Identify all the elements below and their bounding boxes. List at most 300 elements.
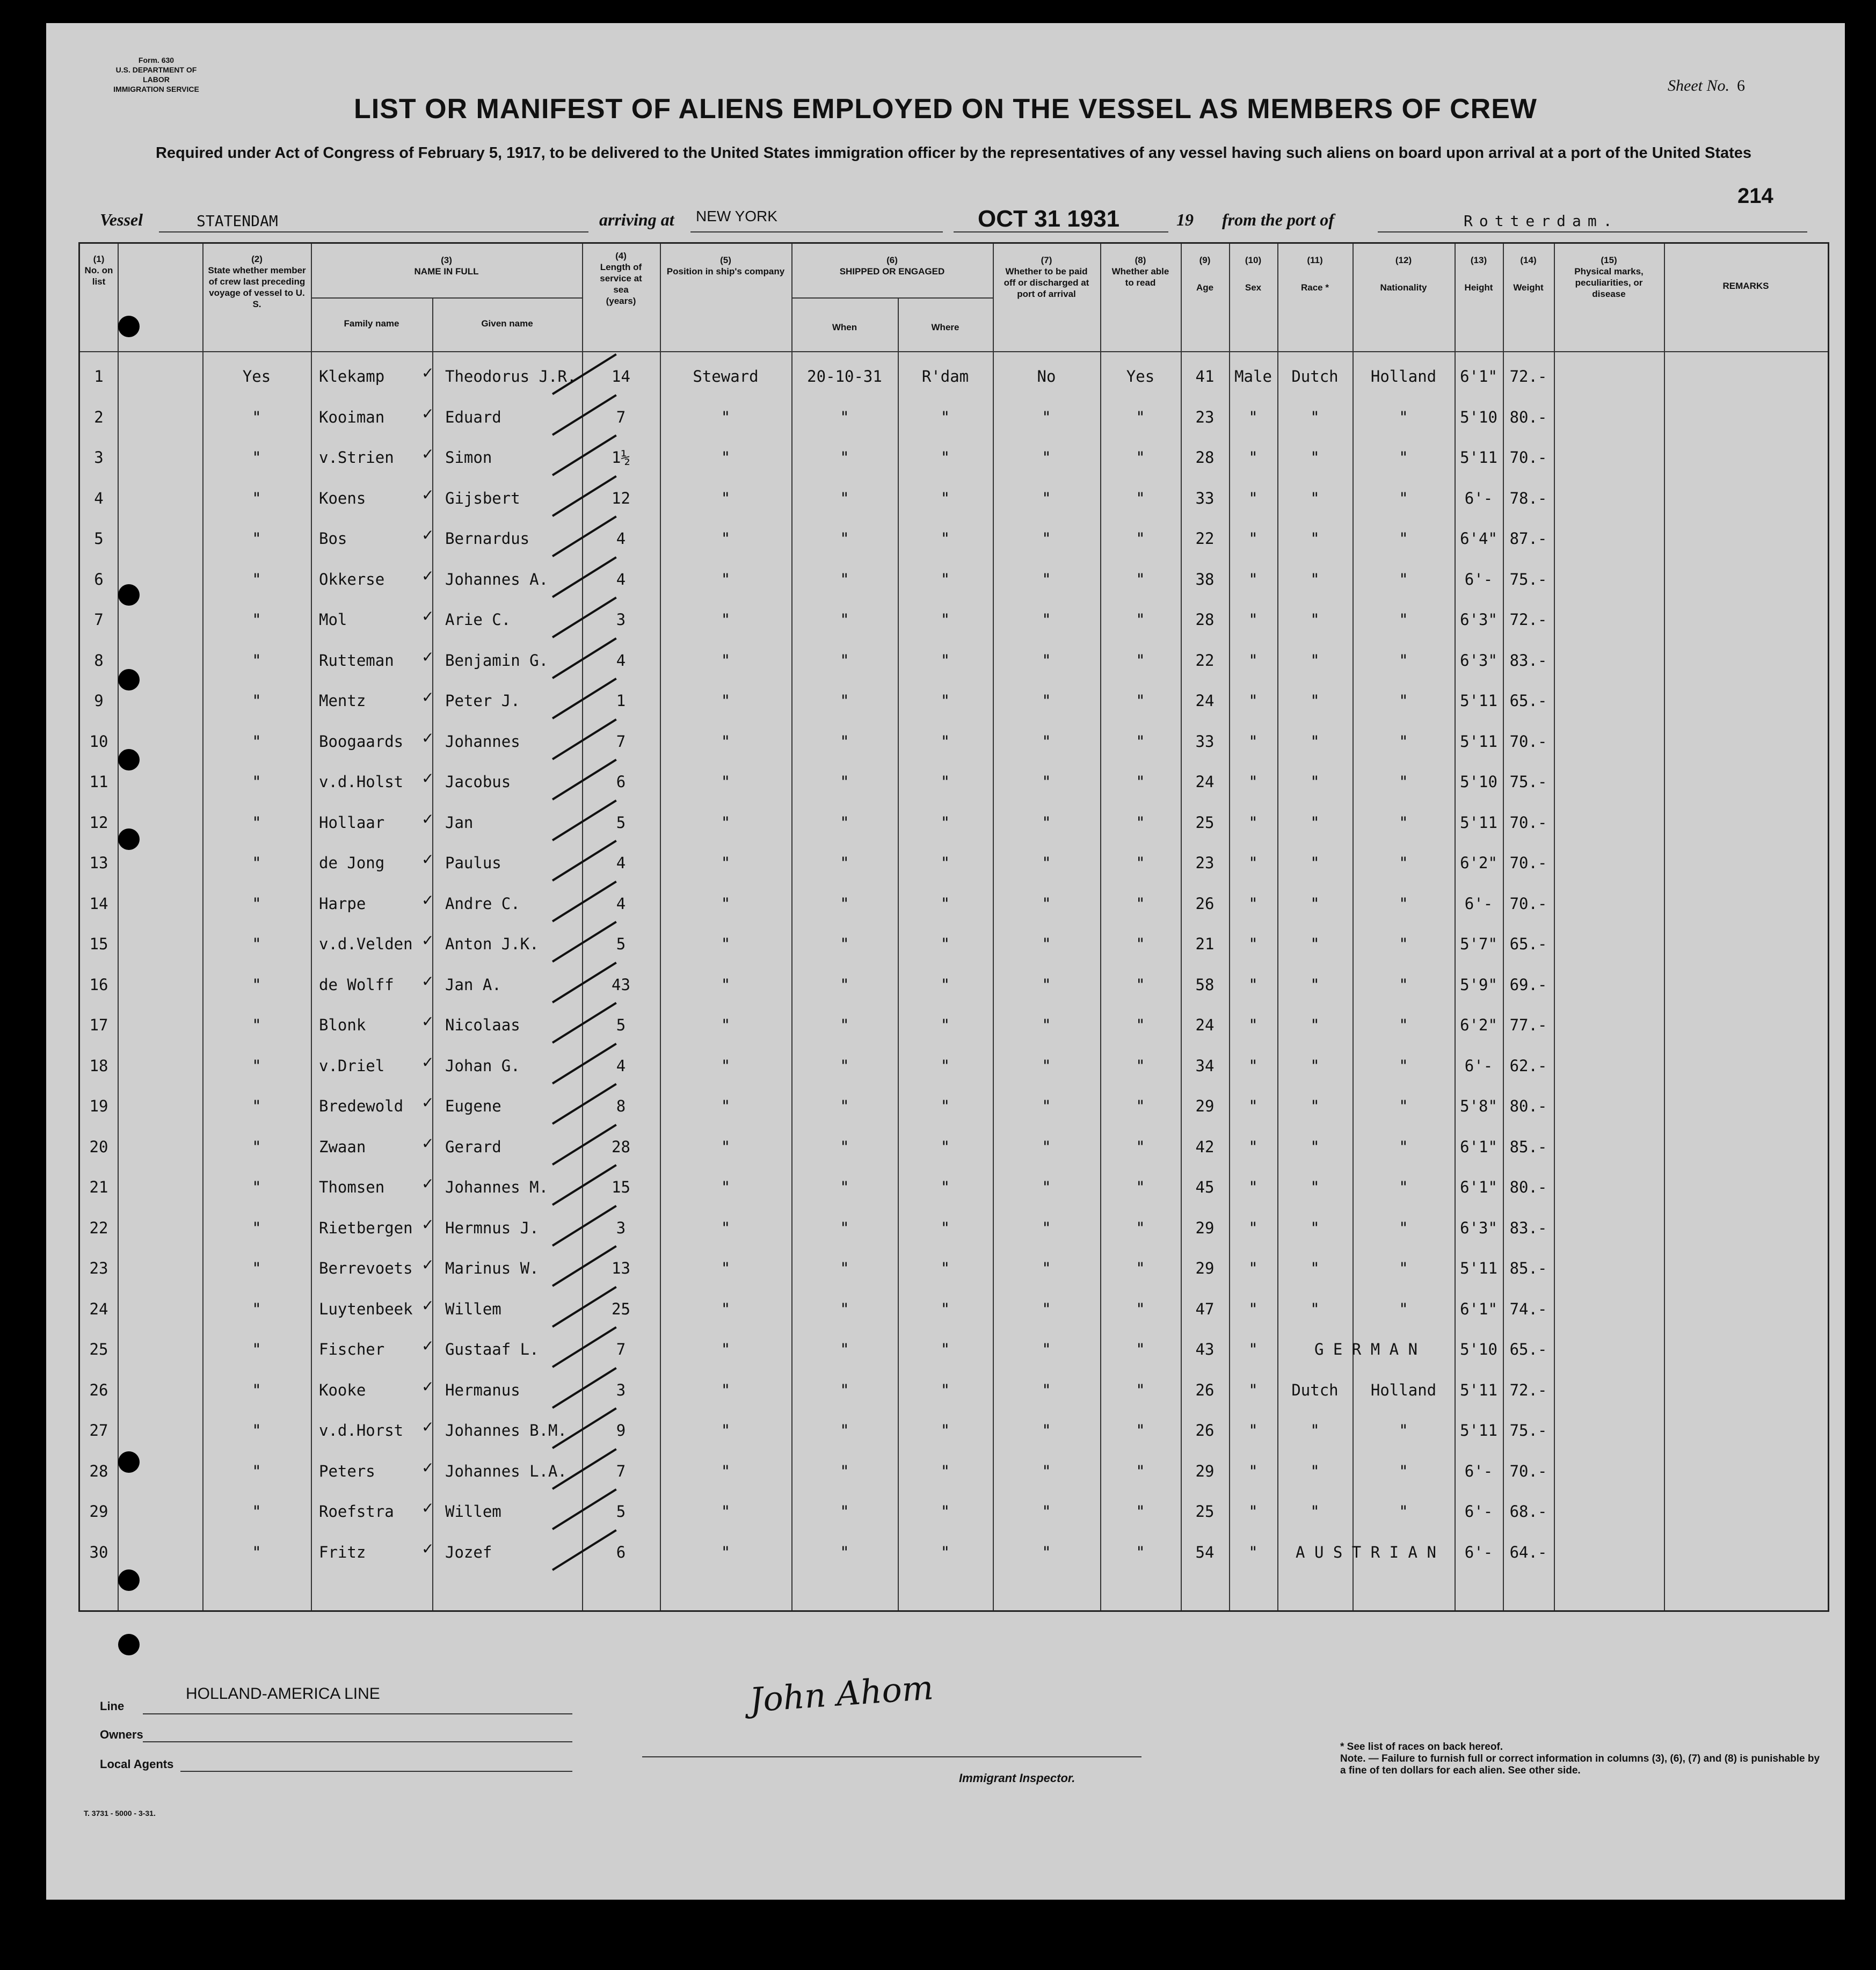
cell-service: 4 [616, 529, 626, 548]
punch-hole [118, 316, 140, 337]
cell-prev: " [252, 732, 261, 751]
cell-where: " [940, 1543, 950, 1561]
cell-sex: " [1248, 1299, 1258, 1318]
cell-weight: 68.- [1509, 1502, 1547, 1521]
cell-service: 3 [616, 1218, 626, 1237]
cell-family: de Jong [319, 854, 385, 872]
cell-prev: " [252, 773, 261, 791]
cell-nat: " [1399, 692, 1408, 710]
cell-height: 6'3" [1460, 610, 1497, 629]
cell-race: " [1310, 935, 1320, 953]
cell-position: " [721, 529, 731, 548]
cell-race: " [1310, 1462, 1320, 1480]
cell-nat: Holland [1370, 1380, 1437, 1399]
cell-height: 5'11 [1460, 1380, 1497, 1399]
cell-no: 29 [89, 1502, 108, 1521]
cell-when: " [840, 1462, 849, 1480]
checkmark-icon: ✓ [421, 1256, 434, 1274]
department-name: U.S. DEPARTMENT OF LABOR [115, 66, 197, 84]
cell-where: " [940, 1462, 950, 1480]
table-row [80, 1248, 1828, 1289]
cell-given: Jan A. [445, 975, 501, 994]
cell-given: Jan [445, 813, 474, 832]
checkmark-icon: ✓ [421, 769, 434, 787]
cell-sex: " [1248, 1502, 1258, 1521]
cell-where: " [940, 894, 950, 913]
cell-family: Zwaan [319, 1137, 366, 1156]
cell-nat: " [1399, 1178, 1408, 1196]
cell-race: " [1310, 1178, 1320, 1196]
cell-sex: " [1248, 732, 1258, 751]
checkmark-icon: ✓ [421, 1458, 434, 1477]
cell-height: 5'9" [1460, 975, 1497, 994]
cell-when: 20-10-31 [807, 367, 882, 386]
cell-prev: " [252, 894, 261, 913]
cell-age: 33 [1195, 489, 1215, 507]
cell-weight: 75.- [1509, 570, 1547, 588]
checkmark-icon: ✓ [421, 1215, 434, 1233]
cell-position: " [721, 408, 731, 426]
cell-weight: 72.- [1509, 1380, 1547, 1399]
cell-sex: " [1248, 1340, 1258, 1358]
table-row [80, 843, 1828, 883]
manifest-sheet [46, 23, 1845, 1900]
cell-no: 12 [89, 813, 108, 832]
cell-paid: " [1042, 570, 1051, 588]
cell-race: G E R M A N [1314, 1340, 1418, 1358]
cell-when: " [840, 408, 849, 426]
cell-position: " [721, 610, 731, 629]
col10-header: (10) Sex [1245, 255, 1262, 293]
cell-where: " [940, 1421, 950, 1440]
cell-given: Gerard [445, 1137, 501, 1156]
cell-nat: " [1399, 1056, 1408, 1075]
col3b-header: Given name [481, 318, 533, 329]
cell-read: " [1136, 651, 1145, 670]
cell-where: " [940, 448, 950, 467]
cell-given: Theodorus J.R. [445, 367, 577, 386]
checkmark-icon: ✓ [421, 1377, 434, 1395]
remarks-header: REMARKS [1722, 281, 1769, 291]
cell-where: " [940, 1340, 950, 1358]
cell-nat: " [1399, 448, 1408, 467]
checkmark-icon: ✓ [421, 404, 434, 423]
cell-weight: 87.- [1509, 529, 1547, 548]
cell-height: 5'10 [1460, 773, 1497, 791]
cell-when: " [840, 935, 849, 953]
cell-where: " [940, 610, 950, 629]
cell-weight: 65.- [1509, 935, 1547, 953]
cell-sex: " [1248, 1218, 1258, 1237]
cell-read: " [1136, 894, 1145, 913]
table-row [80, 357, 1828, 397]
cell-prev: " [252, 935, 261, 953]
cell-no: 5 [94, 529, 104, 548]
cell-when: " [840, 1259, 849, 1277]
cell-age: 58 [1195, 975, 1215, 994]
cell-read: " [1136, 1056, 1145, 1075]
table-row [80, 1329, 1828, 1370]
cell-weight: 78.- [1509, 489, 1547, 507]
cell-given: Andre C. [445, 894, 520, 913]
cell-family: Fritz [319, 1543, 366, 1561]
cell-given: Johan G. [445, 1056, 520, 1075]
cell-no: 7 [94, 610, 104, 629]
cell-given: Jozef [445, 1543, 492, 1561]
cell-age: 54 [1195, 1543, 1215, 1561]
checkmark-icon: ✓ [421, 526, 434, 544]
cell-service: 13 [612, 1259, 630, 1277]
cell-when: " [840, 1340, 849, 1358]
year-prefix: 19 [1176, 210, 1194, 229]
cell-read: " [1136, 1137, 1145, 1156]
cell-height: 6'- [1464, 489, 1493, 507]
col11-header: (11) Race * [1301, 255, 1329, 293]
cell-age: 26 [1195, 894, 1215, 913]
owners-label: Owners [100, 1728, 143, 1741]
cell-when: " [840, 1097, 849, 1115]
cell-sex: Male [1234, 367, 1272, 386]
cell-paid: " [1042, 1056, 1051, 1075]
cell-paid: " [1042, 529, 1051, 548]
cell-family: de Wolff [319, 975, 394, 994]
cell-height: 5'8" [1460, 1097, 1497, 1115]
cell-age: 25 [1195, 1502, 1215, 1521]
cell-prev: Yes [242, 367, 271, 386]
cell-prev: " [252, 1259, 261, 1277]
cell-age: 28 [1195, 448, 1215, 467]
cell-paid: " [1042, 1421, 1051, 1440]
cell-family: Koens [319, 489, 366, 507]
cell-given: Eduard [445, 408, 501, 426]
from-port-label: from the port of [1222, 210, 1334, 229]
cell-nat: " [1399, 1259, 1408, 1277]
cell-race: " [1310, 1218, 1320, 1237]
punch-hole [118, 749, 140, 770]
cell-when: " [840, 1056, 849, 1075]
cell-family: v.d.Velden [319, 935, 413, 953]
cell-given: Johannes B.M. [445, 1421, 567, 1440]
cell-nat: " [1399, 408, 1408, 426]
cell-service: 43 [612, 975, 630, 994]
cell-race: " [1310, 448, 1320, 467]
checkmark-icon: ✓ [421, 648, 434, 666]
cell-age: 43 [1195, 1340, 1215, 1358]
cell-prev: " [252, 1380, 261, 1399]
cell-service: 1 [616, 692, 626, 710]
cell-paid: " [1042, 773, 1051, 791]
cell-paid: " [1042, 1178, 1051, 1196]
cell-age: 47 [1195, 1299, 1215, 1318]
cell-no: 4 [94, 489, 104, 507]
cell-paid: " [1042, 489, 1051, 507]
cell-position: " [721, 1259, 731, 1277]
cell-service: 4 [616, 651, 626, 670]
cell-age: 38 [1195, 570, 1215, 588]
cell-race: " [1310, 732, 1320, 751]
cell-paid: " [1042, 448, 1051, 467]
race-note: * See list of races on back hereof. [1340, 1741, 1503, 1753]
vessel-underline [159, 231, 588, 232]
cell-position: " [721, 1178, 731, 1196]
cell-age: 29 [1195, 1462, 1215, 1480]
cell-where: " [940, 1056, 950, 1075]
cell-sex: " [1248, 1016, 1258, 1034]
cell-prev: " [252, 1543, 261, 1561]
checkmark-icon: ✓ [421, 972, 434, 990]
cell-sex: " [1248, 1259, 1258, 1277]
cell-weight: 70.- [1509, 894, 1547, 913]
cell-prev: " [252, 651, 261, 670]
table-row [80, 1086, 1828, 1126]
cell-family: Mol [319, 610, 347, 629]
cell-read: " [1136, 529, 1145, 548]
cell-nat: " [1399, 570, 1408, 588]
checkmark-icon: ✓ [421, 1499, 434, 1517]
print-code: T. 3731 - 5000 - 3-31. [84, 1809, 156, 1818]
cell-when: " [840, 813, 849, 832]
cell-race: " [1310, 975, 1320, 994]
checkmark-icon: ✓ [421, 1418, 434, 1436]
cell-position: " [721, 570, 731, 588]
cell-where: " [940, 408, 950, 426]
cell-where: " [940, 854, 950, 872]
col9-header: (9) Age [1196, 255, 1214, 293]
cell-race: " [1310, 570, 1320, 588]
table-row [80, 600, 1828, 640]
cell-no: 8 [94, 651, 104, 670]
cell-where: " [940, 935, 950, 953]
table-row [80, 478, 1828, 519]
punch-hole [118, 1569, 140, 1591]
cell-service: 4 [616, 894, 626, 913]
cell-race: " [1310, 489, 1320, 507]
cell-height: 5'11 [1460, 732, 1497, 751]
cell-sex: " [1248, 773, 1258, 791]
cell-prev: " [252, 975, 261, 994]
col14-header: (14) Weight [1513, 255, 1544, 293]
cell-weight: 62.- [1509, 1056, 1547, 1075]
cell-weight: 77.- [1509, 1016, 1547, 1034]
cell-sex: " [1248, 1462, 1258, 1480]
punch-hole [118, 1451, 140, 1473]
col8-header: (8) Whether able to read [1111, 255, 1169, 288]
col5-header: (5) Position in ship's company [666, 255, 785, 277]
col6-header: (6) SHIPPED OR ENGAGED [839, 255, 945, 277]
col3a-header: Family name [344, 318, 399, 329]
cell-height: 6'- [1464, 1462, 1493, 1480]
cell-sex: " [1248, 1097, 1258, 1115]
cell-no: 17 [89, 1016, 108, 1034]
cell-sex: " [1248, 1178, 1258, 1196]
cell-family: Rietbergen [319, 1218, 413, 1237]
cell-weight: 65.- [1509, 1340, 1547, 1358]
cell-read: " [1136, 1299, 1145, 1318]
cell-where: " [940, 975, 950, 994]
cell-age: 22 [1195, 529, 1215, 548]
cell-read: " [1136, 1259, 1145, 1277]
cell-paid: " [1042, 408, 1051, 426]
col2-header: (2) State whether member of crew last preceding voyage of vessel to U. S. [208, 254, 306, 309]
agents-label: Local Agents [100, 1757, 174, 1771]
cell-weight: 75.- [1509, 1421, 1547, 1440]
cell-race: " [1310, 1259, 1320, 1277]
cell-height: 6'4" [1460, 529, 1497, 548]
cell-service: 6 [616, 773, 626, 791]
cell-no: 19 [89, 1097, 108, 1115]
footnotes [1340, 1741, 1823, 1777]
cell-service: 1½ [612, 448, 630, 467]
cell-age: 26 [1195, 1380, 1215, 1399]
inspector-label: Immigrant Inspector. [959, 1771, 1075, 1785]
cell-position: " [721, 894, 731, 913]
cell-nat: " [1399, 732, 1408, 751]
cell-sex: " [1248, 692, 1258, 710]
checkmark-icon: ✓ [421, 1296, 434, 1314]
checkmark-icon: ✓ [421, 932, 434, 949]
cell-paid: " [1042, 975, 1051, 994]
cell-age: 24 [1195, 692, 1215, 710]
cell-nat: " [1399, 1299, 1408, 1318]
cell-no: 3 [94, 448, 104, 467]
cell-race: Dutch [1291, 367, 1339, 386]
cell-read: " [1136, 489, 1145, 507]
cell-given: Simon [445, 448, 492, 467]
cell-no: 1 [94, 367, 104, 386]
cell-weight: 85.- [1509, 1259, 1547, 1277]
cell-paid: No [1037, 367, 1056, 386]
cell-paid: " [1042, 1380, 1051, 1399]
cell-height: 6'1" [1460, 1299, 1497, 1318]
cell-age: 29 [1195, 1097, 1215, 1115]
cell-given: Arie C. [445, 610, 511, 629]
cell-sex: " [1248, 1137, 1258, 1156]
cell-service: 28 [612, 1137, 630, 1156]
cell-nat: " [1399, 1421, 1408, 1440]
cell-position: " [721, 1299, 731, 1318]
checkmark-icon: ✓ [421, 1175, 434, 1193]
cell-prev: " [252, 610, 261, 629]
cell-position: " [721, 813, 731, 832]
cell-prev: " [252, 1178, 261, 1196]
cell-when: " [840, 732, 849, 751]
cell-paid: " [1042, 732, 1051, 751]
cell-no: 27 [89, 1421, 108, 1440]
cell-family: Klekamp [319, 367, 385, 386]
cell-age: 21 [1195, 935, 1215, 953]
cell-service: 15 [612, 1178, 630, 1196]
cell-height: 6'2" [1460, 854, 1497, 872]
table-row [80, 1127, 1828, 1167]
cell-height: 6'3" [1460, 1218, 1497, 1237]
cell-where: " [940, 1259, 950, 1277]
cell-position: " [721, 1502, 731, 1521]
table-row [80, 519, 1828, 559]
cell-race: " [1310, 692, 1320, 710]
cell-age: 25 [1195, 813, 1215, 832]
cell-read: " [1136, 854, 1145, 872]
cell-where: " [940, 732, 950, 751]
col1-header: (1) No. on list [84, 254, 113, 287]
cell-service: 5 [616, 1016, 626, 1034]
cell-nat: " [1399, 854, 1408, 872]
cell-family: Kooiman [319, 408, 385, 426]
vessel-label: Vessel [100, 210, 143, 229]
cell-prev: " [252, 1218, 261, 1237]
cell-service: 7 [616, 1462, 626, 1480]
cell-read: " [1136, 1218, 1145, 1237]
cell-position: " [721, 692, 731, 710]
cell-read: " [1136, 448, 1145, 467]
cell-weight: 80.- [1509, 408, 1547, 426]
cell-prev: " [252, 489, 261, 507]
cell-position: " [721, 732, 731, 751]
cell-where: " [940, 529, 950, 548]
cell-prev: " [252, 1421, 261, 1440]
checkmark-icon: ✓ [421, 1013, 434, 1030]
cell-age: 42 [1195, 1137, 1215, 1156]
cell-family: Boogaards [319, 732, 404, 751]
cell-when: " [840, 975, 849, 994]
cell-family: Roefstra [319, 1502, 394, 1521]
cell-position: " [721, 1056, 731, 1075]
cell-position: " [721, 975, 731, 994]
cell-paid: " [1042, 610, 1051, 629]
cell-family: Fischer [319, 1340, 385, 1358]
inspector-signature: John Ahom [748, 1668, 935, 1720]
checkmark-icon: ✓ [421, 445, 434, 463]
cell-paid: " [1042, 813, 1051, 832]
cell-weight: 65.- [1509, 692, 1547, 710]
cell-when: " [840, 1218, 849, 1237]
cell-sex: " [1248, 1421, 1258, 1440]
checkmark-icon: ✓ [421, 485, 434, 504]
checkmark-icon: ✓ [421, 364, 434, 382]
cell-race: " [1310, 854, 1320, 872]
cell-race: " [1310, 651, 1320, 670]
cell-nat: " [1399, 651, 1408, 670]
cell-age: 29 [1195, 1259, 1215, 1277]
cell-family: Bredewold [319, 1097, 404, 1115]
cell-service: 8 [616, 1097, 626, 1115]
cell-nat: " [1399, 975, 1408, 994]
cell-where: " [940, 1178, 950, 1196]
cell-sex: " [1248, 529, 1258, 548]
cell-nat: " [1399, 773, 1408, 791]
cell-given: Nicolaas [445, 1016, 520, 1034]
cell-where: " [940, 773, 950, 791]
form-number: Form. 630 [138, 56, 174, 64]
cell-when: " [840, 773, 849, 791]
cell-nat: " [1399, 1137, 1408, 1156]
cell-read: " [1136, 935, 1145, 953]
cell-no: 26 [89, 1380, 108, 1399]
checkmark-icon: ✓ [421, 729, 434, 747]
cell-read: Yes [1126, 367, 1155, 386]
cell-read: " [1136, 1462, 1145, 1480]
cell-height: 5'11 [1460, 692, 1497, 710]
table-row [80, 559, 1828, 600]
cell-height: 6'1" [1460, 1178, 1497, 1196]
cell-weight: 69.- [1509, 975, 1547, 994]
cell-position: " [721, 854, 731, 872]
cell-when: " [840, 1016, 849, 1034]
document-title: LIST OR MANIFEST OF ALIENS EMPLOYED ON THE VESSEL AS MEMBERS OF CREW [354, 93, 1537, 125]
cell-position: " [721, 935, 731, 953]
cell-height: 6'2" [1460, 1016, 1497, 1034]
cell-service: 7 [616, 408, 626, 426]
cell-no: 18 [89, 1056, 108, 1075]
